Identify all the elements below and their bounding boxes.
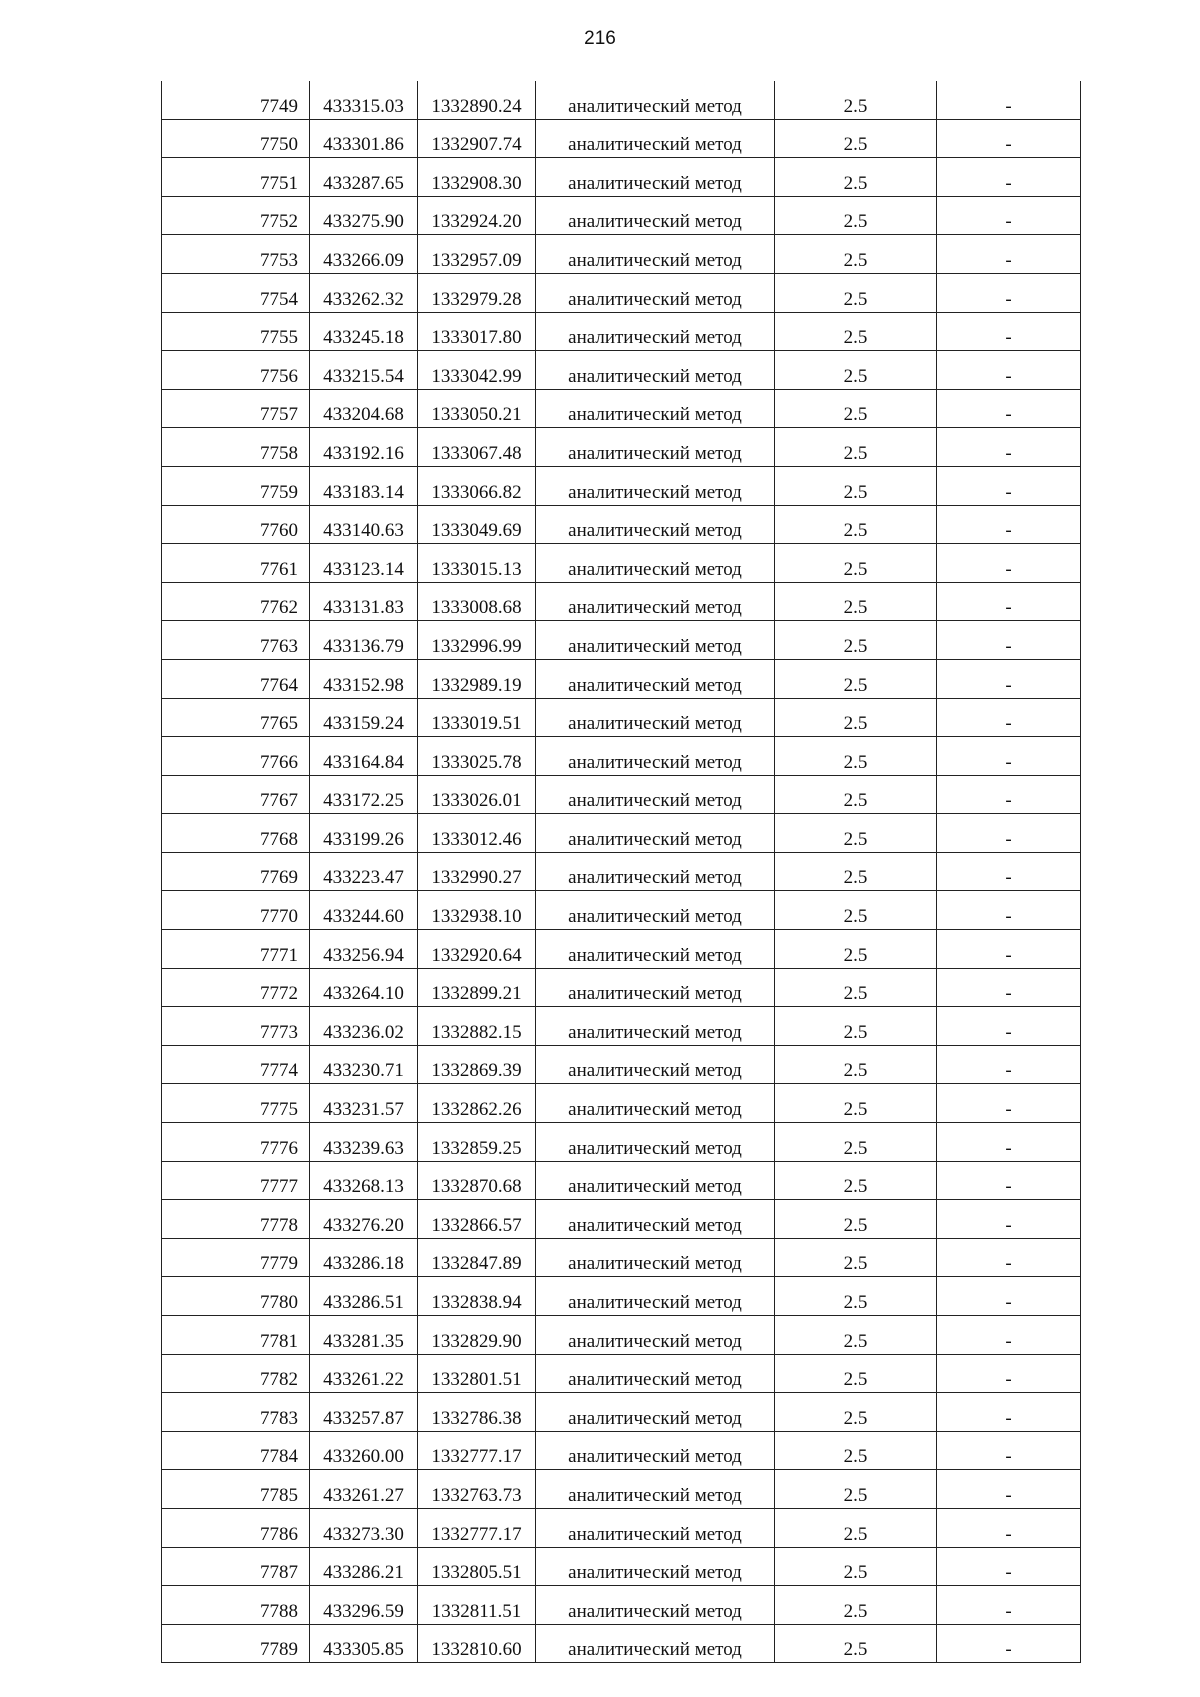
note-cell: - bbox=[937, 1624, 1081, 1663]
y-coordinate-cell: 1332859.25 bbox=[418, 1123, 536, 1162]
y-coordinate-cell: 1332801.51 bbox=[418, 1354, 536, 1393]
x-coordinate-cell: 433266.09 bbox=[310, 235, 418, 274]
table-body bbox=[162, 81, 1081, 1663]
x-coordinate-cell: 433301.86 bbox=[310, 119, 418, 158]
method-cell: аналитический метод bbox=[536, 351, 775, 390]
method-cell: аналитический метод bbox=[536, 1470, 775, 1509]
method-cell: аналитический метод bbox=[536, 312, 775, 351]
y-coordinate-cell: 1332938.10 bbox=[418, 891, 536, 930]
note-cell: - bbox=[937, 737, 1081, 776]
note-cell: - bbox=[937, 1200, 1081, 1239]
table-row bbox=[162, 930, 1081, 969]
x-coordinate-cell: 433239.63 bbox=[310, 1123, 418, 1162]
point-number-cell: 7754 bbox=[162, 273, 310, 312]
x-coordinate-cell: 433164.84 bbox=[310, 737, 418, 776]
table-row bbox=[162, 1316, 1081, 1355]
point-number-cell: 7785 bbox=[162, 1470, 310, 1509]
accuracy-cell: 2.5 bbox=[775, 621, 937, 660]
x-coordinate-cell: 433281.35 bbox=[310, 1316, 418, 1355]
x-coordinate-cell: 433268.13 bbox=[310, 1161, 418, 1200]
method-cell: аналитический метод bbox=[536, 621, 775, 660]
table-row bbox=[162, 1393, 1081, 1432]
accuracy-cell: 2.5 bbox=[775, 1624, 937, 1663]
note-cell: - bbox=[937, 582, 1081, 621]
point-number-cell: 7770 bbox=[162, 891, 310, 930]
table-row bbox=[162, 698, 1081, 737]
y-coordinate-cell: 1333042.99 bbox=[418, 351, 536, 390]
method-cell: аналитический метод bbox=[536, 1316, 775, 1355]
note-cell: - bbox=[937, 1586, 1081, 1625]
point-number-cell: 7763 bbox=[162, 621, 310, 660]
x-coordinate-cell: 433287.65 bbox=[310, 158, 418, 197]
method-cell: аналитический метод bbox=[536, 466, 775, 505]
note-cell: - bbox=[937, 775, 1081, 814]
accuracy-cell: 2.5 bbox=[775, 1316, 937, 1355]
page-number: 216 bbox=[584, 28, 616, 49]
point-number-cell: 7769 bbox=[162, 852, 310, 891]
table-row bbox=[162, 1238, 1081, 1277]
y-coordinate-cell: 1332990.27 bbox=[418, 852, 536, 891]
note-cell: - bbox=[937, 273, 1081, 312]
y-coordinate-cell: 1332811.51 bbox=[418, 1586, 536, 1625]
y-coordinate-cell: 1332957.09 bbox=[418, 235, 536, 274]
y-coordinate-cell: 1332996.99 bbox=[418, 621, 536, 660]
accuracy-cell: 2.5 bbox=[775, 196, 937, 235]
method-cell: аналитический метод bbox=[536, 698, 775, 737]
y-coordinate-cell: 1332777.17 bbox=[418, 1508, 536, 1547]
x-coordinate-cell: 433136.79 bbox=[310, 621, 418, 660]
table-row bbox=[162, 775, 1081, 814]
point-number-cell: 7761 bbox=[162, 544, 310, 583]
y-coordinate-cell: 1333008.68 bbox=[418, 582, 536, 621]
table-row bbox=[162, 158, 1081, 197]
point-number-cell: 7752 bbox=[162, 196, 310, 235]
y-coordinate-cell: 1333012.46 bbox=[418, 814, 536, 853]
y-coordinate-cell: 1332805.51 bbox=[418, 1547, 536, 1586]
accuracy-cell: 2.5 bbox=[775, 119, 937, 158]
point-number-cell: 7764 bbox=[162, 659, 310, 698]
y-coordinate-cell: 1332908.30 bbox=[418, 158, 536, 197]
table-row bbox=[162, 312, 1081, 351]
method-cell: аналитический метод bbox=[536, 505, 775, 544]
note-cell: - bbox=[937, 891, 1081, 930]
x-coordinate-cell: 433257.87 bbox=[310, 1393, 418, 1432]
y-coordinate-cell: 1332847.89 bbox=[418, 1238, 536, 1277]
method-cell: аналитический метод bbox=[536, 737, 775, 776]
method-cell: аналитический метод bbox=[536, 930, 775, 969]
accuracy-cell: 2.5 bbox=[775, 1547, 937, 1586]
accuracy-cell: 2.5 bbox=[775, 158, 937, 197]
note-cell: - bbox=[937, 235, 1081, 274]
accuracy-cell: 2.5 bbox=[775, 1238, 937, 1277]
x-coordinate-cell: 433159.24 bbox=[310, 698, 418, 737]
table-row bbox=[162, 1508, 1081, 1547]
note-cell: - bbox=[937, 351, 1081, 390]
accuracy-cell: 2.5 bbox=[775, 81, 937, 119]
accuracy-cell: 2.5 bbox=[775, 698, 937, 737]
accuracy-cell: 2.5 bbox=[775, 1431, 937, 1470]
point-number-cell: 7782 bbox=[162, 1354, 310, 1393]
note-cell: - bbox=[937, 312, 1081, 351]
accuracy-cell: 2.5 bbox=[775, 1007, 937, 1046]
y-coordinate-cell: 1332763.73 bbox=[418, 1470, 536, 1509]
accuracy-cell: 2.5 bbox=[775, 466, 937, 505]
accuracy-cell: 2.5 bbox=[775, 428, 937, 467]
method-cell: аналитический метод bbox=[536, 968, 775, 1007]
accuracy-cell: 2.5 bbox=[775, 235, 937, 274]
y-coordinate-cell: 1333050.21 bbox=[418, 389, 536, 428]
note-cell: - bbox=[937, 196, 1081, 235]
method-cell: аналитический метод bbox=[536, 119, 775, 158]
point-number-cell: 7773 bbox=[162, 1007, 310, 1046]
table-row bbox=[162, 1431, 1081, 1470]
note-cell: - bbox=[937, 1393, 1081, 1432]
x-coordinate-cell: 433183.14 bbox=[310, 466, 418, 505]
table-row bbox=[162, 119, 1081, 158]
note-cell: - bbox=[937, 428, 1081, 467]
point-number-cell: 7771 bbox=[162, 930, 310, 969]
note-cell: - bbox=[937, 1470, 1081, 1509]
point-number-cell: 7765 bbox=[162, 698, 310, 737]
accuracy-cell: 2.5 bbox=[775, 775, 937, 814]
x-coordinate-cell: 433123.14 bbox=[310, 544, 418, 583]
accuracy-cell: 2.5 bbox=[775, 582, 937, 621]
y-coordinate-cell: 1332866.57 bbox=[418, 1200, 536, 1239]
accuracy-cell: 2.5 bbox=[775, 737, 937, 776]
point-number-cell: 7774 bbox=[162, 1045, 310, 1084]
point-number-cell: 7779 bbox=[162, 1238, 310, 1277]
point-number-cell: 7767 bbox=[162, 775, 310, 814]
y-coordinate-cell: 1332890.24 bbox=[418, 81, 536, 119]
x-coordinate-cell: 433286.51 bbox=[310, 1277, 418, 1316]
method-cell: аналитический метод bbox=[536, 196, 775, 235]
point-number-cell: 7755 bbox=[162, 312, 310, 351]
table-row bbox=[162, 1084, 1081, 1123]
note-cell: - bbox=[937, 81, 1081, 119]
table-row bbox=[162, 505, 1081, 544]
accuracy-cell: 2.5 bbox=[775, 273, 937, 312]
point-number-cell: 7758 bbox=[162, 428, 310, 467]
table-row bbox=[162, 428, 1081, 467]
note-cell: - bbox=[937, 1161, 1081, 1200]
y-coordinate-cell: 1332882.15 bbox=[418, 1007, 536, 1046]
x-coordinate-cell: 433256.94 bbox=[310, 930, 418, 969]
table-row bbox=[162, 1277, 1081, 1316]
y-coordinate-cell: 1332979.28 bbox=[418, 273, 536, 312]
method-cell: аналитический метод bbox=[536, 1508, 775, 1547]
method-cell: аналитический метод bbox=[536, 428, 775, 467]
accuracy-cell: 2.5 bbox=[775, 1508, 937, 1547]
x-coordinate-cell: 433215.54 bbox=[310, 351, 418, 390]
x-coordinate-cell: 433260.00 bbox=[310, 1431, 418, 1470]
point-number-cell: 7749 bbox=[162, 81, 310, 119]
table-row bbox=[162, 737, 1081, 776]
method-cell: аналитический метод bbox=[536, 891, 775, 930]
y-coordinate-cell: 1332920.64 bbox=[418, 930, 536, 969]
accuracy-cell: 2.5 bbox=[775, 852, 937, 891]
method-cell: аналитический метод bbox=[536, 1547, 775, 1586]
method-cell: аналитический метод bbox=[536, 582, 775, 621]
note-cell: - bbox=[937, 544, 1081, 583]
point-number-cell: 7759 bbox=[162, 466, 310, 505]
y-coordinate-cell: 1333019.51 bbox=[418, 698, 536, 737]
point-number-cell: 7775 bbox=[162, 1084, 310, 1123]
note-cell: - bbox=[937, 1316, 1081, 1355]
method-cell: аналитический метод bbox=[536, 1161, 775, 1200]
note-cell: - bbox=[937, 659, 1081, 698]
x-coordinate-cell: 433315.03 bbox=[310, 81, 418, 119]
y-coordinate-cell: 1332870.68 bbox=[418, 1161, 536, 1200]
method-cell: аналитический метод bbox=[536, 1238, 775, 1277]
table-row bbox=[162, 466, 1081, 505]
accuracy-cell: 2.5 bbox=[775, 891, 937, 930]
accuracy-cell: 2.5 bbox=[775, 1277, 937, 1316]
method-cell: аналитический метод bbox=[536, 389, 775, 428]
point-number-cell: 7784 bbox=[162, 1431, 310, 1470]
accuracy-cell: 2.5 bbox=[775, 968, 937, 1007]
y-coordinate-cell: 1332777.17 bbox=[418, 1431, 536, 1470]
point-number-cell: 7777 bbox=[162, 1161, 310, 1200]
table-row bbox=[162, 1470, 1081, 1509]
y-coordinate-cell: 1332899.21 bbox=[418, 968, 536, 1007]
method-cell: аналитический метод bbox=[536, 659, 775, 698]
table-row bbox=[162, 968, 1081, 1007]
point-number-cell: 7789 bbox=[162, 1624, 310, 1663]
table-row bbox=[162, 235, 1081, 274]
x-coordinate-cell: 433231.57 bbox=[310, 1084, 418, 1123]
method-cell: аналитический метод bbox=[536, 1624, 775, 1663]
y-coordinate-cell: 1333049.69 bbox=[418, 505, 536, 544]
note-cell: - bbox=[937, 158, 1081, 197]
method-cell: аналитический метод bbox=[536, 1431, 775, 1470]
y-coordinate-cell: 1332838.94 bbox=[418, 1277, 536, 1316]
y-coordinate-cell: 1332869.39 bbox=[418, 1045, 536, 1084]
point-number-cell: 7757 bbox=[162, 389, 310, 428]
x-coordinate-cell: 433172.25 bbox=[310, 775, 418, 814]
accuracy-cell: 2.5 bbox=[775, 312, 937, 351]
table-row bbox=[162, 852, 1081, 891]
x-coordinate-cell: 433152.98 bbox=[310, 659, 418, 698]
note-cell: - bbox=[937, 1277, 1081, 1316]
y-coordinate-cell: 1333026.01 bbox=[418, 775, 536, 814]
table-row bbox=[162, 1045, 1081, 1084]
method-cell: аналитический метод bbox=[536, 814, 775, 853]
note-cell: - bbox=[937, 968, 1081, 1007]
accuracy-cell: 2.5 bbox=[775, 505, 937, 544]
table-row bbox=[162, 1123, 1081, 1162]
point-number-cell: 7750 bbox=[162, 119, 310, 158]
note-cell: - bbox=[937, 930, 1081, 969]
x-coordinate-cell: 433230.71 bbox=[310, 1045, 418, 1084]
x-coordinate-cell: 433275.90 bbox=[310, 196, 418, 235]
method-cell: аналитический метод bbox=[536, 775, 775, 814]
point-number-cell: 7778 bbox=[162, 1200, 310, 1239]
note-cell: - bbox=[937, 389, 1081, 428]
accuracy-cell: 2.5 bbox=[775, 1586, 937, 1625]
x-coordinate-cell: 433262.32 bbox=[310, 273, 418, 312]
note-cell: - bbox=[937, 698, 1081, 737]
table-row bbox=[162, 1354, 1081, 1393]
table-row bbox=[162, 891, 1081, 930]
method-cell: аналитический метод bbox=[536, 1354, 775, 1393]
x-coordinate-cell: 433273.30 bbox=[310, 1508, 418, 1547]
table-row bbox=[162, 544, 1081, 583]
y-coordinate-cell: 1332829.90 bbox=[418, 1316, 536, 1355]
point-number-cell: 7772 bbox=[162, 968, 310, 1007]
note-cell: - bbox=[937, 1007, 1081, 1046]
x-coordinate-cell: 433261.27 bbox=[310, 1470, 418, 1509]
method-cell: аналитический метод bbox=[536, 1586, 775, 1625]
point-number-cell: 7768 bbox=[162, 814, 310, 853]
method-cell: аналитический метод bbox=[536, 1200, 775, 1239]
accuracy-cell: 2.5 bbox=[775, 1084, 937, 1123]
point-number-cell: 7787 bbox=[162, 1547, 310, 1586]
point-number-cell: 7751 bbox=[162, 158, 310, 197]
table-row bbox=[162, 81, 1081, 119]
accuracy-cell: 2.5 bbox=[775, 1045, 937, 1084]
table-row bbox=[162, 273, 1081, 312]
accuracy-cell: 2.5 bbox=[775, 1123, 937, 1162]
method-cell: аналитический метод bbox=[536, 1084, 775, 1123]
method-cell: аналитический метод bbox=[536, 1277, 775, 1316]
method-cell: аналитический метод bbox=[536, 1123, 775, 1162]
table-row bbox=[162, 1007, 1081, 1046]
x-coordinate-cell: 433245.18 bbox=[310, 312, 418, 351]
method-cell: аналитический метод bbox=[536, 544, 775, 583]
table-row bbox=[162, 351, 1081, 390]
x-coordinate-cell: 433192.16 bbox=[310, 428, 418, 467]
accuracy-cell: 2.5 bbox=[775, 1200, 937, 1239]
note-cell: - bbox=[937, 1238, 1081, 1277]
note-cell: - bbox=[937, 1508, 1081, 1547]
note-cell: - bbox=[937, 1547, 1081, 1586]
table-row bbox=[162, 1586, 1081, 1625]
y-coordinate-cell: 1333017.80 bbox=[418, 312, 536, 351]
note-cell: - bbox=[937, 621, 1081, 660]
method-cell: аналитический метод bbox=[536, 81, 775, 119]
y-coordinate-cell: 1333066.82 bbox=[418, 466, 536, 505]
x-coordinate-cell: 433223.47 bbox=[310, 852, 418, 891]
accuracy-cell: 2.5 bbox=[775, 1393, 937, 1432]
table-row bbox=[162, 389, 1081, 428]
method-cell: аналитический метод bbox=[536, 273, 775, 312]
point-number-cell: 7776 bbox=[162, 1123, 310, 1162]
point-number-cell: 7786 bbox=[162, 1508, 310, 1547]
y-coordinate-cell: 1332989.19 bbox=[418, 659, 536, 698]
y-coordinate-cell: 1332924.20 bbox=[418, 196, 536, 235]
y-coordinate-cell: 1333067.48 bbox=[418, 428, 536, 467]
x-coordinate-cell: 433264.10 bbox=[310, 968, 418, 1007]
accuracy-cell: 2.5 bbox=[775, 1354, 937, 1393]
method-cell: аналитический метод bbox=[536, 235, 775, 274]
y-coordinate-cell: 1332907.74 bbox=[418, 119, 536, 158]
note-cell: - bbox=[937, 1084, 1081, 1123]
note-cell: - bbox=[937, 1123, 1081, 1162]
method-cell: аналитический метод bbox=[536, 1045, 775, 1084]
point-number-cell: 7753 bbox=[162, 235, 310, 274]
table-row bbox=[162, 1624, 1081, 1663]
table-row bbox=[162, 1547, 1081, 1586]
x-coordinate-cell: 433286.21 bbox=[310, 1547, 418, 1586]
x-coordinate-cell: 433204.68 bbox=[310, 389, 418, 428]
point-number-cell: 7766 bbox=[162, 737, 310, 776]
method-cell: аналитический метод bbox=[536, 1393, 775, 1432]
note-cell: - bbox=[937, 466, 1081, 505]
accuracy-cell: 2.5 bbox=[775, 930, 937, 969]
x-coordinate-cell: 433261.22 bbox=[310, 1354, 418, 1393]
note-cell: - bbox=[937, 814, 1081, 853]
accuracy-cell: 2.5 bbox=[775, 814, 937, 853]
table-row bbox=[162, 1161, 1081, 1200]
x-coordinate-cell: 433276.20 bbox=[310, 1200, 418, 1239]
note-cell: - bbox=[937, 505, 1081, 544]
accuracy-cell: 2.5 bbox=[775, 544, 937, 583]
table-row bbox=[162, 621, 1081, 660]
coordinates-table bbox=[161, 81, 1081, 1663]
note-cell: - bbox=[937, 1354, 1081, 1393]
point-number-cell: 7762 bbox=[162, 582, 310, 621]
note-cell: - bbox=[937, 1045, 1081, 1084]
x-coordinate-cell: 433131.83 bbox=[310, 582, 418, 621]
table-row bbox=[162, 582, 1081, 621]
y-coordinate-cell: 1332862.26 bbox=[418, 1084, 536, 1123]
point-number-cell: 7781 bbox=[162, 1316, 310, 1355]
point-number-cell: 7780 bbox=[162, 1277, 310, 1316]
method-cell: аналитический метод bbox=[536, 158, 775, 197]
note-cell: - bbox=[937, 1431, 1081, 1470]
x-coordinate-cell: 433140.63 bbox=[310, 505, 418, 544]
y-coordinate-cell: 1332810.60 bbox=[418, 1624, 536, 1663]
accuracy-cell: 2.5 bbox=[775, 389, 937, 428]
accuracy-cell: 2.5 bbox=[775, 1470, 937, 1509]
x-coordinate-cell: 433305.85 bbox=[310, 1624, 418, 1663]
point-number-cell: 7788 bbox=[162, 1586, 310, 1625]
x-coordinate-cell: 433286.18 bbox=[310, 1238, 418, 1277]
table-row bbox=[162, 1200, 1081, 1239]
note-cell: - bbox=[937, 119, 1081, 158]
x-coordinate-cell: 433296.59 bbox=[310, 1586, 418, 1625]
accuracy-cell: 2.5 bbox=[775, 1161, 937, 1200]
y-coordinate-cell: 1332786.38 bbox=[418, 1393, 536, 1432]
method-cell: аналитический метод bbox=[536, 852, 775, 891]
x-coordinate-cell: 433199.26 bbox=[310, 814, 418, 853]
y-coordinate-cell: 1333015.13 bbox=[418, 544, 536, 583]
method-cell: аналитический метод bbox=[536, 1007, 775, 1046]
x-coordinate-cell: 433236.02 bbox=[310, 1007, 418, 1046]
accuracy-cell: 2.5 bbox=[775, 659, 937, 698]
table-row bbox=[162, 814, 1081, 853]
point-number-cell: 7756 bbox=[162, 351, 310, 390]
point-number-cell: 7760 bbox=[162, 505, 310, 544]
accuracy-cell: 2.5 bbox=[775, 351, 937, 390]
table-row bbox=[162, 196, 1081, 235]
table-row bbox=[162, 659, 1081, 698]
x-coordinate-cell: 433244.60 bbox=[310, 891, 418, 930]
note-cell: - bbox=[937, 852, 1081, 891]
point-number-cell: 7783 bbox=[162, 1393, 310, 1432]
y-coordinate-cell: 1333025.78 bbox=[418, 737, 536, 776]
